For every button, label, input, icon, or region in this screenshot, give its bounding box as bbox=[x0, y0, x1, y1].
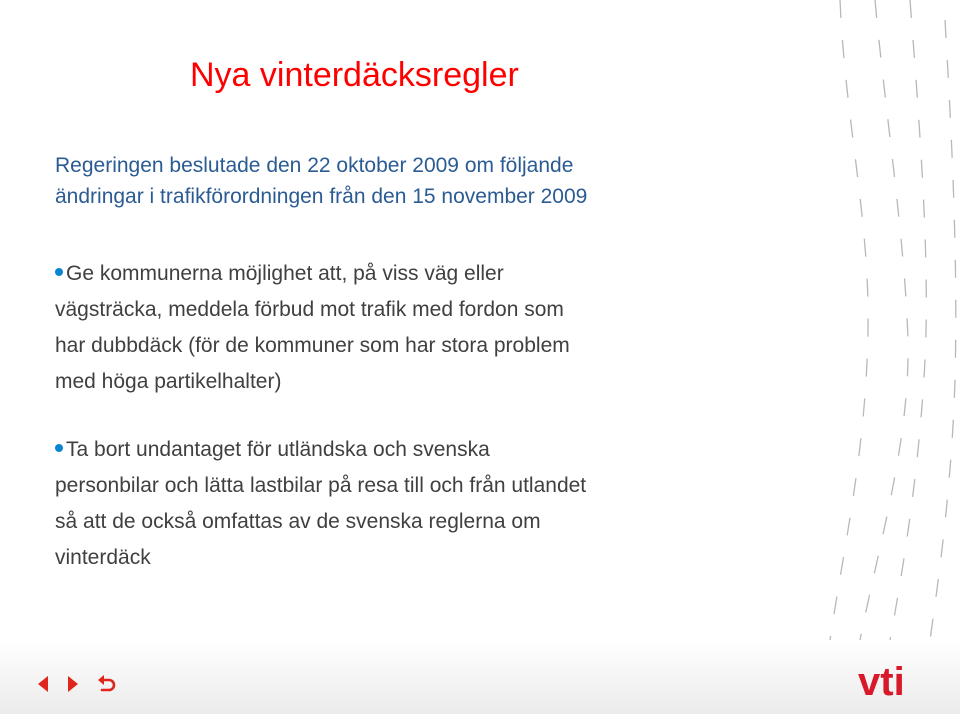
bullet-dot-icon bbox=[55, 444, 63, 452]
intro-line: Regeringen beslutade den 22 oktober 2009 om följande bbox=[55, 154, 574, 177]
logo-text: vti bbox=[858, 660, 905, 701]
bullet-line: med höga partikelhalter) bbox=[55, 370, 282, 393]
bullet-dot-icon bbox=[55, 268, 63, 276]
bullet-line: vägsträcka, meddela förbud mot trafik med fordon som bbox=[55, 298, 564, 321]
vti-logo bbox=[858, 657, 918, 701]
intro-line: ändringar i trafikförordningen från den 15 november 2009 bbox=[55, 185, 588, 208]
bullet-line: vinterdäck bbox=[55, 546, 151, 569]
bullet-line: personbilar och lätta lastbilar på resa till och från utlandet bbox=[55, 474, 587, 497]
arrow-left-icon[interactable] bbox=[32, 672, 56, 696]
bullet-line: så att de också omfattas av de svenska reglerna om bbox=[55, 510, 541, 533]
slide-title: Nya vinterdäcksregler bbox=[190, 56, 519, 94]
bullet-line: Ge kommunerna möjlighet att, på viss väg eller bbox=[55, 256, 755, 292]
bullet-line: har dubbdäck (för de kommuner som har stora problem bbox=[55, 334, 570, 357]
arrow-right-icon[interactable] bbox=[60, 672, 84, 696]
bullet-item bbox=[55, 256, 755, 400]
bullet-item bbox=[55, 432, 755, 576]
decorative-dashed-curves bbox=[780, 0, 960, 640]
bullet-line: Ta bort undantaget för utländska och svenska bbox=[55, 432, 755, 468]
footer-bar bbox=[0, 640, 960, 714]
return-arrow-icon[interactable] bbox=[94, 672, 118, 696]
intro-text bbox=[55, 150, 755, 212]
